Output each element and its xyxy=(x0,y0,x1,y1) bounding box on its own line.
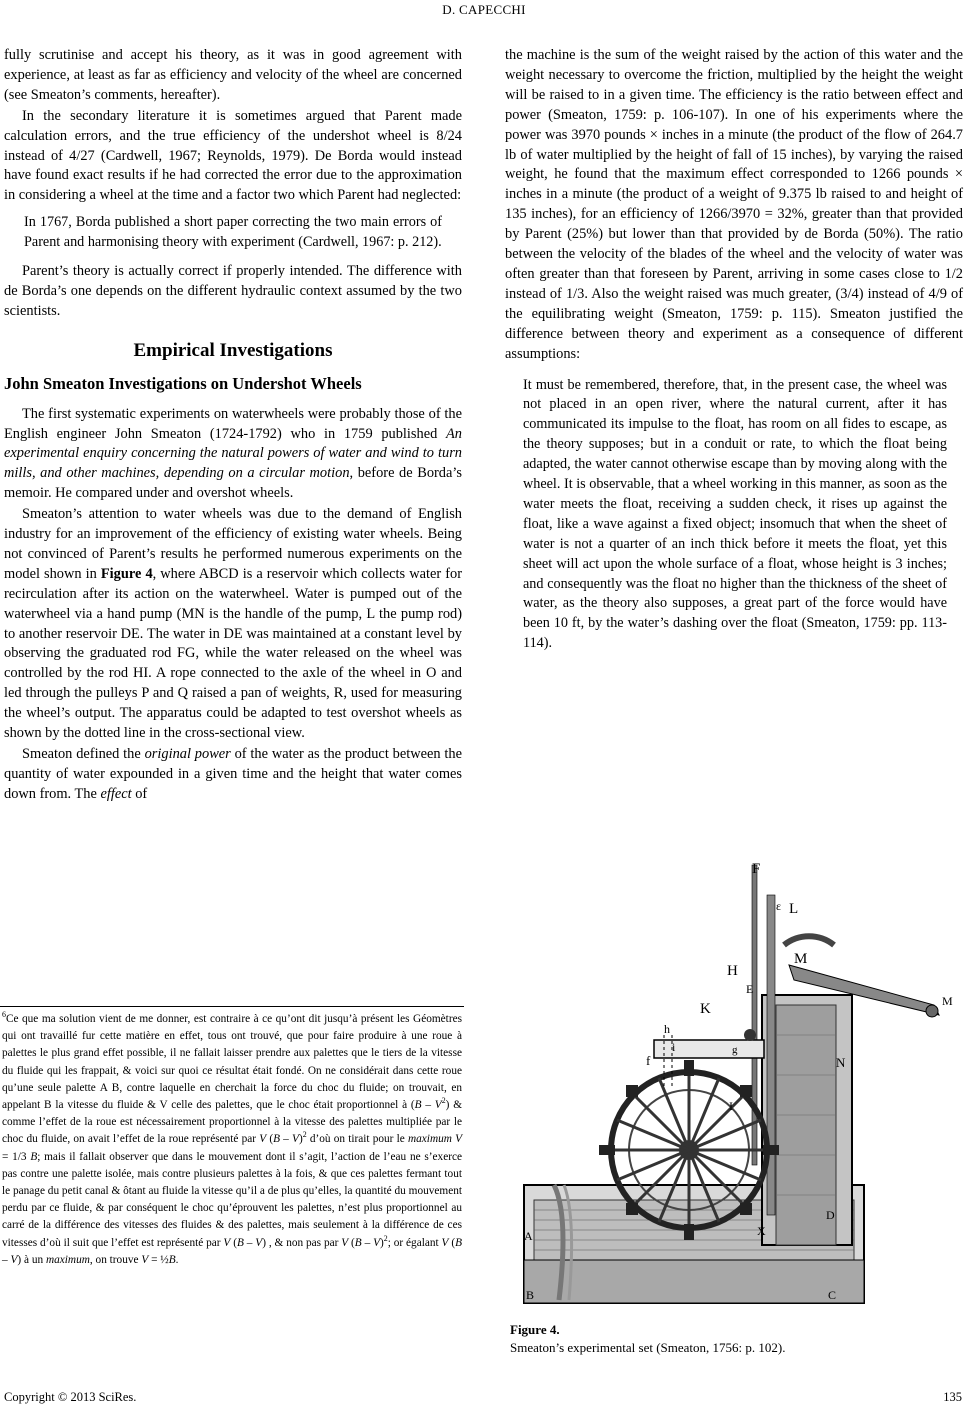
footnote: $^6$Ce que ma solution vient de me donner, est contraire à ce qu’ont dit jusqu’à présent les Géomètres qui ont travaillé fur cette matière en effet, tous ont trouvé, que pour faire produire à une roue à palettes le plus grand effet possible, il ne fallait laisser prendre aux palettes que le tiers de la vitesse du fluide qui les frappait, & voici sur quoi ce résultat était fondé. On ne considérait dans cette roue qu’une seule palette A B, contre laquelle en cherchait la force du choc du fluide; on trouvait, en appelant B la vitesse du fluide & V celle des palettes, que le choc était proportionnel à $(B - V^2)$ & comme l’effet de la roue est nécessairement proportionnel à la vitesse des palettes multipliée par le choc du fluide, on avait l’effet de la roue représenté par V (B – V)$^2$ d’où on tirait pour le maximum V = 1/3 B; mais il fallait observer que dans le mouvement dont il s’agit, l’action de l’eau ne s’exerce pas contre une palette isolée, mais contre plusieurs palettes à la fois, & que ces palettes fermant tout le panage du petit canal & ôtant au fluide la vitesse qu’il a de plus qu’elles, la quantité du mouvement perdu par ce fluide, & par conséquent le choc qu’éprouvent les palettes, n’est plus proportionnel au carré de la différence des vitesses des fluides & des palettes, mais seulement à la différence de ces vitesses d’où il suit que l’effet est représenté par V (B – V) , & non pas par V (B – V)$^2$; or égalant V (B – V) à un maximum, on trouve V = ½B. xyxy=(2,1010,463,1266)
svg-text:M: M xyxy=(794,951,808,967)
svg-text:B: B xyxy=(526,1288,535,1302)
svg-text:h: h xyxy=(664,1022,670,1036)
svg-text:ε: ε xyxy=(776,899,782,913)
term-original-power: original power xyxy=(144,746,231,762)
paragraph-original-power xyxy=(4,745,462,805)
footnote-number: 6 xyxy=(2,1010,6,1020)
svg-text:K: K xyxy=(700,1001,711,1017)
svg-text:L: L xyxy=(789,901,799,917)
apparatus-illustration xyxy=(514,855,954,1305)
blockquote-smeaton: It must be remembered, therefore, that, in the present case, the wheel was not placed in an open river, where the natural current, after it has communicated its impulse to the float, has room on all fides to escape, as the theory supposes; but in a conduit or rate, to which the float being adapted, the water cannot otherwise escape than by moving along with the wheel. It is observable, that a wheel working in this manner, as soon as the water meets the float, receiving a sudden check, it rises up against the float, like a wave against a fixed object; insomuch that when the sheet of water is not a quarter of an inch thick before it meets the float, yet this sheet will act upon the whole surface of a float, whose height is 3 inches; and consequently was the float no higher than the thickness of the sheet of water, as the theory also supposes, a great part of the force would have been 10 ft, by the water’s dashing over the float (Smeaton, 1759: pp. 113-114). xyxy=(523,376,947,652)
footnote-term: maximum xyxy=(407,1133,452,1146)
footnote-text: ) & comme l’effet de la roue est nécessairement proportionnel à la vitesse des palettes multipliée par le choc du fluide, on avait l’effet de la roue représenté par xyxy=(2,1099,463,1146)
figure-caption xyxy=(510,1321,960,1357)
footnote-text: ; mais il fallait observer que dans le mouvement dont il s’agit, l’action de l’eau ne s’exerce pas contre une palette isolée, mais contre plusieurs palettes à la fois, & que ces palettes fermant tout le panage du petit canal & ôtant au fluide la vitesse qu’il a de plus qu’elles, la quantité du mouvement perdu par ce fluide, & par conséquent le choc qu’éprouvent les palettes, n’est plus proportionnel au carré de la différence des vitesses des fluides & des palettes, mais seulement à la différence de ces vitesses d’où il suit que l’effet est représenté par xyxy=(2,1150,462,1249)
text-run: Smeaton’s attention to water wheels was due to the demand of English industry for an improvement of the efficiency of existing water wheels. Being not convinced of Parent’s results he performed numerous experiments on the model shown in xyxy=(4,506,462,582)
svg-text:N: N xyxy=(836,1055,846,1070)
text-run: of xyxy=(131,785,148,802)
figure-reference: Figure 4 xyxy=(100,565,153,582)
footnote-divider xyxy=(0,1006,464,1007)
footnote-text: à un xyxy=(21,1253,46,1266)
footnote-term: maximum xyxy=(45,1253,90,1266)
text-run: Smeaton defined the xyxy=(22,746,145,762)
text-run: The first systematic experiments on waterwheels were probably those of the English engineer John Smeaton (1724-1792) who in 1759 published xyxy=(4,405,462,442)
svg-text:g: g xyxy=(732,1044,738,1056)
svg-text:I: I xyxy=(729,1099,733,1113)
copyright-notice: Copyright © 2013 SciRes. xyxy=(4,1390,137,1404)
svg-text:X: X xyxy=(757,1224,766,1238)
footnote-text: , & non pas par xyxy=(265,1236,342,1249)
paragraph-machine-effect: the machine is the sum of the weight raised by the action of this water and the weight necessary to overcome the friction, multiplied by the height the weight will be raised to in a given time. The efficiency is the ratio between effect and power (Smeaton, 1759: p. 106-107). In one of his experiments where the power was 3970 pounds × inches in a minute (the product of the flow of 264.7 lb of water multiplied by the height of fall of 15 inches), by varying the raised weight, he found that the maximum effect corresponded to 1266 pounds × inches in a minute (the product of a weight of 9.375 lb raised to and height of 135 inches), for an efficiency of 1266/3970 = 32%, greater than that provided by Parent (25%) but lower than that provided by de Borda (50%). The ratio between the velocity of the blades of the wheel and the velocity of water was often greater than that foreseen by Parent, arriving in some cases close to 1/2 instead of 1/3. Also the weight raised was much greater, (3/4) instead of 4/9 of the equilibrating weight (Smeaton, 1759: p. 115). Smeaton justified the difference between theory and experiment as a consequence of different assumptions: xyxy=(505,47,963,362)
svg-text:M: M xyxy=(942,994,953,1008)
figure-smeaton-apparatus xyxy=(514,855,954,1305)
paragraph-intro: fully scrutinise and accept his theory, as it was in good agreement with experience, at least as far as efficiency and velocity of the wheel are concerned (see Smeaton’s comments, hereafter). xyxy=(4,47,462,103)
figure-caption-text: Smeaton’s experimental set (Smeaton, 1756: p. 102). xyxy=(510,1340,786,1355)
footnote-text: d’où on tirait pour le xyxy=(306,1133,408,1146)
svg-text:C: C xyxy=(828,1288,837,1302)
svg-text:F: F xyxy=(752,861,761,877)
book-title: An experimental enquiry concerning the natural powers of water and wind to turn mills, and other machines, depending on a circular motion xyxy=(4,425,462,482)
svg-text:H: H xyxy=(727,963,738,979)
right-column xyxy=(505,46,963,654)
text-run: , where ABCD is a reservoir which collects water for recirculation after its action on the waterwheel. Water is pumped out of the waterwheel via a hand pump (MN is the handle of the pump, L the pump rod) to another reservoir DE. The water in DE was maintained at a constant level by observing the graduated rod FG, while the water released on the wheel was controlled by the rod HI. A rope connected to the axle of the wheel in O and led through the pulleys P and Q raised a pan of weights, R, used for measuring the wheel’s output. The apparatus could be adapted to test overshot wheels as shown by the dotted line in the cross-sectional view. xyxy=(4,565,462,742)
waterwheel xyxy=(599,1060,779,1240)
paragraph-smeaton-attention xyxy=(4,505,462,744)
term-effect: effect xyxy=(100,785,132,802)
text-run: of the water as the product between the quantity of water expounded in a given time and the height that water comes down from. The xyxy=(4,746,463,802)
svg-text:i: i xyxy=(672,1040,676,1054)
svg-text:D: D xyxy=(826,1208,835,1222)
svg-text:f: f xyxy=(646,1053,651,1068)
figure-caption-label: Figure 4. xyxy=(510,1322,560,1337)
blockquote-borda: In 1767, Borda published a short paper correcting the two main errors of Parent and harmonising theory with experiment (Cardwell, 1967: p. 212). xyxy=(24,214,442,251)
svg-text:A: A xyxy=(524,1229,533,1243)
paragraph-secondary-literature: In the secondary literature it is sometimes argued that Parent made calculation errors, and the true efficiency of the undershot wheel is 8/24 instead of 4/27 (Cardwell, 1967; Reynolds, 1979). De Borda would instead have found exact results if he had corrected the error due to the approximation in considering a wheel at the time and a factor two which Parent had neglected: xyxy=(4,107,462,204)
footnote-text: , on trouve xyxy=(89,1253,142,1266)
footnote-text: ; or égalant xyxy=(387,1236,442,1249)
subsection-heading: John Smeaton Investigations on Undershot Wheels xyxy=(4,373,362,393)
left-column xyxy=(4,46,462,805)
paragraph-parent-theory: Parent’s theory is actually correct if properly intended. The difference with de Borda’s one depends on the different hydraulic context assumed by the two scientists. xyxy=(4,263,462,319)
text-run: , before de Borda’s memoir. He compared under and overshot wheels. xyxy=(4,465,462,502)
section-heading: Empirical Investigations xyxy=(133,339,333,361)
footnote-text: Ce que ma solution vient de me donner, est contraire à ce qu’ont dit jusqu’à présent les Géomètres qui ont travaillé fur cette matière en effet, tous ont trouvé, que pour faire produire à une roue à palettes le plus grand effet possible, il ne fallait laisser prendre aux palettes que le tiers de la vitesse du fluide qui les frappait, & voici sur quoi ce résultat était fondé. On ne considérait dans cette roue qu’une seule palette A B, contre laquelle en cherchait la force du choc du fluide; on trouvait, en appelant B la vitesse du fluide & V celle des palettes, que le choc était proportionnel à ( xyxy=(2,1013,462,1112)
running-header: D. CAPECCHI xyxy=(442,2,526,17)
page-number: 135 xyxy=(943,1390,962,1404)
paragraph-first-experiments xyxy=(4,405,462,505)
svg-text:E: E xyxy=(746,982,754,996)
